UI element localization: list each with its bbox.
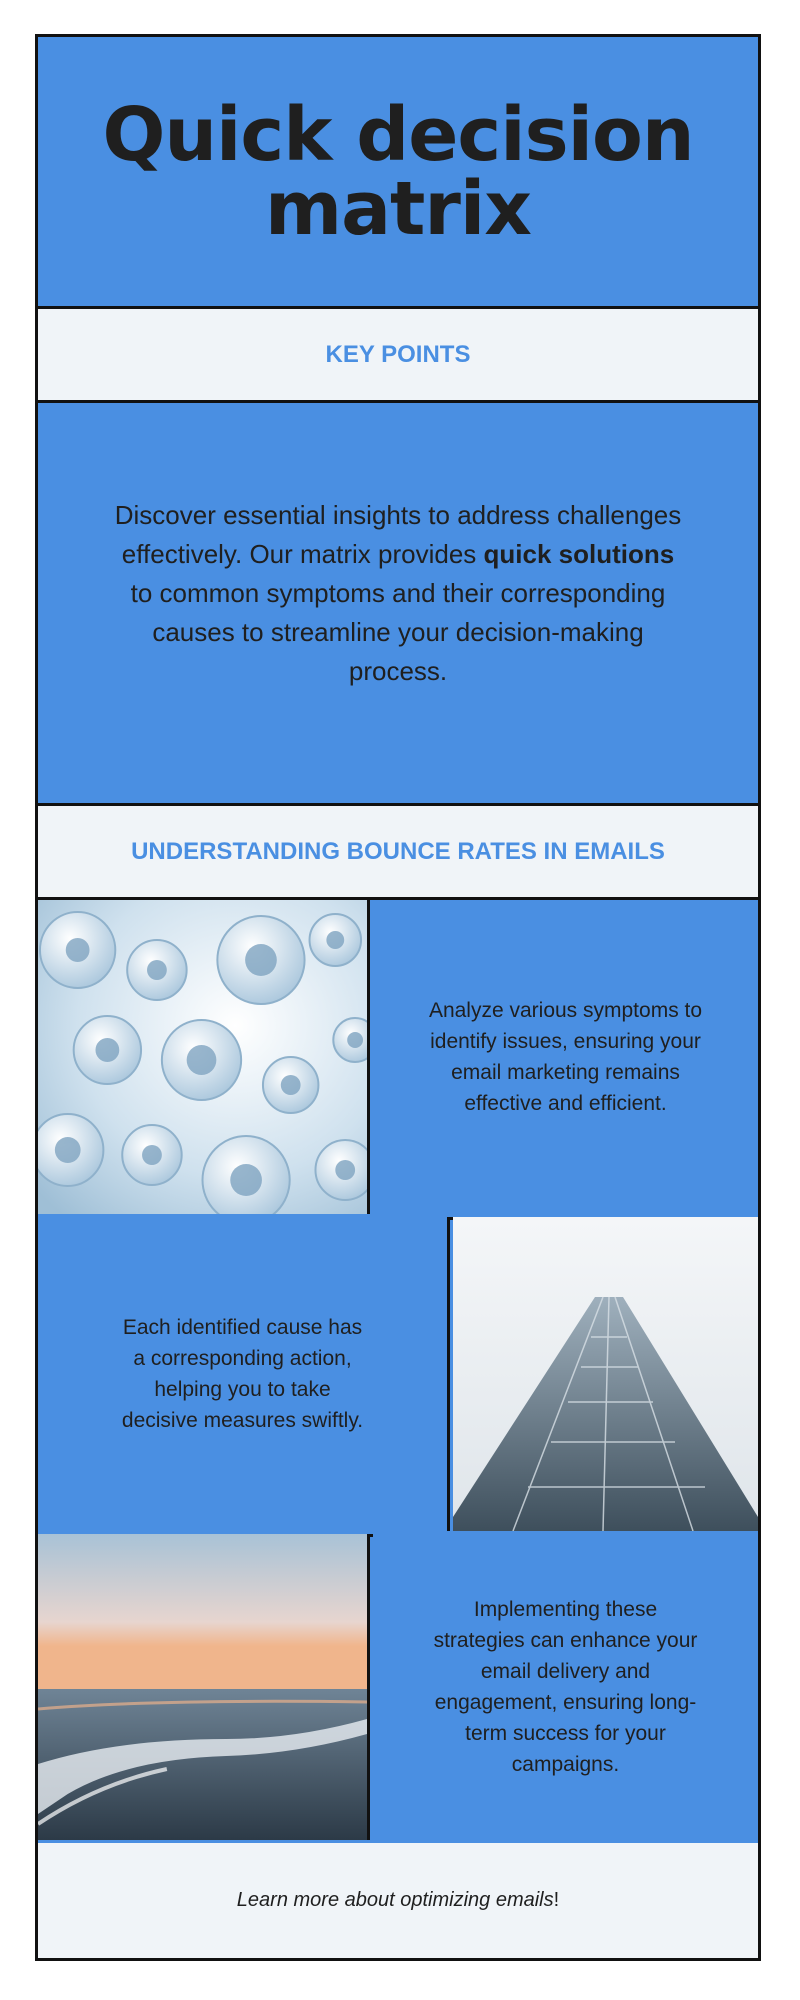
gears-image — [38, 900, 370, 1214]
intro-text-end: to common symptoms and their corresponding causes to streamline your decision-making process. — [130, 577, 666, 686]
intro-text-start: Discover essential insights to address challenges effectively. Our matrix provides — [114, 499, 682, 569]
row-text: Implementing these strategies can enhance your email delivery and engagement, ensuring long-term success for your campaigns. — [433, 1598, 698, 1776]
footer-section — [38, 1843, 758, 1958]
footer-text — [237, 1889, 559, 1912]
key-points-header — [38, 309, 758, 403]
matrix-row — [38, 900, 758, 1220]
footer-exclamation: ! — [553, 1889, 560, 1911]
row-text-cell — [38, 1217, 450, 1531]
infographic-frame — [35, 34, 761, 1961]
intro-bold-text: quick solutions — [483, 538, 675, 569]
page-title: Quick decision matrix — [102, 91, 694, 252]
skyscraper-image — [453, 1217, 758, 1531]
row-text-cell — [373, 900, 758, 1214]
bounce-rates-header — [38, 806, 758, 900]
title-section — [38, 37, 758, 309]
footer-link-text: Learn more about optimizing emails — [236, 1889, 554, 1911]
intro-paragraph — [108, 496, 688, 691]
section-label: UNDERSTANDING BOUNCE RATES IN EMAILS — [131, 837, 665, 865]
intro-section — [38, 403, 758, 806]
row-text: Each identified cause has a corresponding action, helping you to take decisive measures swiftly. — [121, 1316, 364, 1432]
beach-image — [38, 1534, 370, 1840]
row-text: Analyze various symptoms to identify issues, ensuring your email marketing remains effective and efficient. — [428, 999, 703, 1115]
matrix-row — [38, 1534, 758, 1846]
key-points-label: KEY POINTS — [325, 340, 471, 368]
matrix-row — [38, 1217, 758, 1537]
row-text-cell — [373, 1534, 758, 1840]
